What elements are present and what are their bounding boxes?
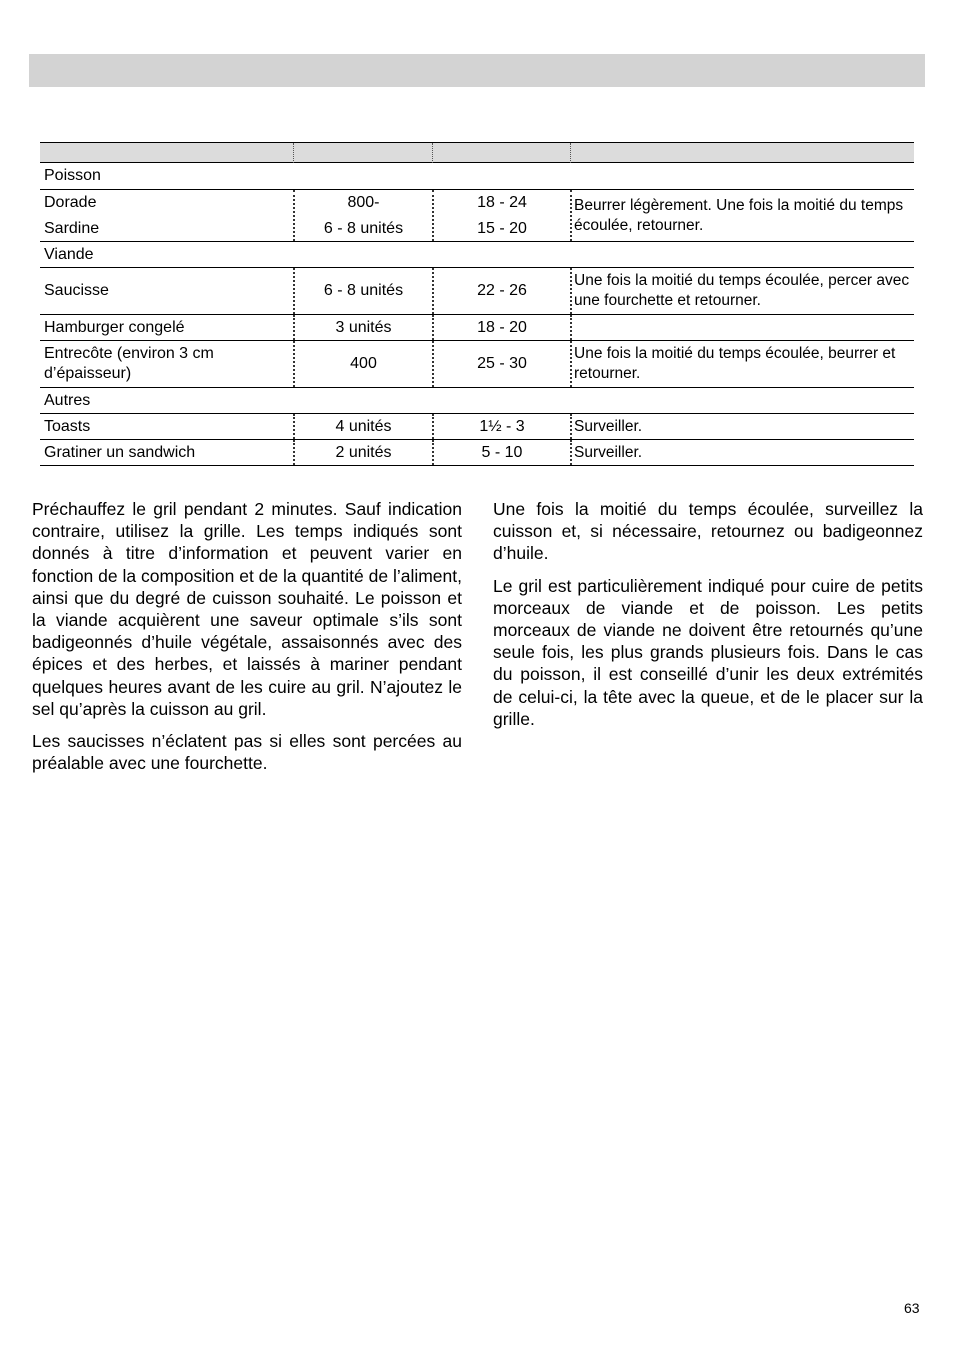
page-number: 63 xyxy=(904,1300,920,1316)
table-row xyxy=(40,414,914,440)
note-cell: Beurrer légèrement. Une fois la moitié du temps écoulée, retourner. xyxy=(570,190,914,241)
quantity: 3 unités xyxy=(293,315,432,340)
table-row xyxy=(40,315,914,341)
paragraph: Une fois la moitié du temps écoulée, surveillez la cuisson et, si nécessaire, retournez ou badigeonnez d’huile. xyxy=(493,499,923,564)
quantity: 6 - 8 unités xyxy=(323,220,404,237)
paragraph: Préchauffez le gril pendant 2 minutes. Sauf indication contraire, utilisez la grille. Les temps indiqués sont donnés à titre d’information et peuvent varier en fonction de la composition et de la quantité de l’aliment, ainsi que du degré de cuisson souhaité. Le poisson et la viande acquièrent une saveur optimale s’ils sont badigeonnés d’huile végétale, assaisonnés avec des épices et des herbes, et laissés à mariner pendant quelques heures avant de les cuire au gril. N’ajoutez le sel qu’après la cuisson au gril. xyxy=(32,499,462,719)
right-text-column xyxy=(493,498,923,740)
food-name: Entrecôte (environ 3 cm d’épaisseur) xyxy=(44,345,214,382)
time: 1½ - 3 xyxy=(432,414,570,439)
paragraph: Le gril est particulièrement indiqué pour cuire de petits morceaux de viande et de poisson. Les petits morceaux de viande ne doivent être retournés qu’une seule fois, les plus grands plusieurs fois. Dans le cas du poisson, il est conseillé d’unir les deux extrémités de celui-ci, la tête avec la queue, et de le placer sur la grille. xyxy=(493,575,923,729)
table-row xyxy=(40,341,914,388)
food-name-cell xyxy=(40,190,293,241)
food-name: Hamburger congelé xyxy=(44,318,185,336)
quantity: 800- xyxy=(347,194,380,211)
table-row-category xyxy=(40,242,914,268)
time: 25 - 30 xyxy=(432,341,570,387)
time: 15 - 20 xyxy=(477,220,527,237)
time-cell xyxy=(432,190,570,241)
left-text-column xyxy=(32,498,462,784)
note: Une fois la moitié du temps écoulée, percer avec une fourchette et retourner. xyxy=(570,268,914,314)
section-header-bar xyxy=(29,54,925,87)
table-row-category xyxy=(40,163,914,190)
time: 22 - 26 xyxy=(432,268,570,314)
quantity: 4 unités xyxy=(293,414,432,439)
header-divider xyxy=(432,143,433,163)
table-header-row xyxy=(40,142,914,163)
header-divider xyxy=(570,143,571,163)
category-label: Autres xyxy=(44,391,91,409)
food-name: Saucisse xyxy=(44,282,109,299)
note: Surveiller. xyxy=(570,414,914,439)
food-name: Dorade xyxy=(44,194,97,211)
quantity: 400 xyxy=(293,341,432,387)
time: 18 - 24 xyxy=(477,194,527,211)
header-divider xyxy=(293,143,294,163)
quantity: 6 - 8 unités xyxy=(293,268,432,314)
paragraph: Les saucisses n’éclatent pas si elles sont percées au préalable avec une fourchette. xyxy=(32,731,462,774)
table-row-group xyxy=(40,190,914,242)
quantity: 2 unités xyxy=(293,440,432,465)
quantity-cell xyxy=(293,190,432,241)
table-row-category xyxy=(40,388,914,414)
table-row xyxy=(40,440,914,466)
food-name: Gratiner un sandwich xyxy=(44,443,196,461)
table-row xyxy=(40,268,914,315)
category-label: Poisson xyxy=(44,167,101,184)
note: Une fois la moitié du temps écoulée, beurrer et retourner. xyxy=(570,341,914,387)
time: 5 - 10 xyxy=(432,440,570,465)
note xyxy=(570,315,914,340)
note: Surveiller. xyxy=(570,440,914,465)
food-name: Sardine xyxy=(44,220,100,237)
category-label: Viande xyxy=(44,245,94,263)
time: 18 - 20 xyxy=(432,315,570,340)
food-name: Toasts xyxy=(44,417,91,435)
